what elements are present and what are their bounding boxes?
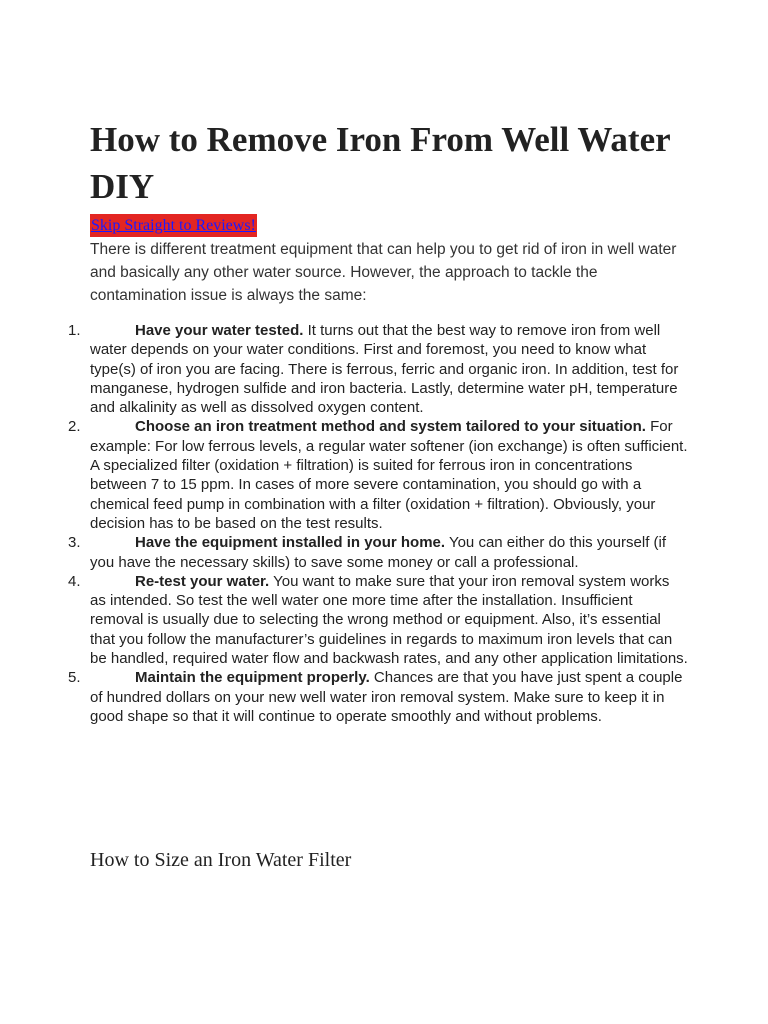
step-item-2 — [0, 417, 688, 533]
step-heading: Maintain the equipment properly. — [135, 669, 370, 687]
step-number: 1. — [68, 322, 81, 339]
step-item-4 — [0, 572, 688, 668]
skip-to-reviews-link[interactable]: Skip Straight to Reviews! — [90, 214, 257, 237]
step-body: Chances are that you have just spent a couple of hundred dollars on your new well water iron removal system. Make sure to keep it in good shape so that it will continue to operate smoothly and without problems. — [90, 669, 683, 725]
step-item-3 — [0, 533, 688, 572]
step-body: You want to make sure that your iron removal system works as intended. So test the well water one more time after the installation. Insufficient removal is usually due to selecting the wrong method or equipment. Also, it’s essential that you follow the manufacturer’s guidelines in regards to maximum iron levels that can be handled, required water flow and backwash rates, and any other application limitations. — [90, 572, 688, 668]
step-heading: Have your water tested. — [135, 322, 304, 339]
step-number: 2. — [68, 418, 81, 436]
step-item-1 — [0, 321, 688, 417]
section-subheading: How to Size an Iron Water Filter — [90, 849, 352, 871]
step-heading: Re-test your water. — [135, 572, 270, 590]
step-number: 3. — [68, 534, 81, 552]
step-body: You can either do this yourself (if you have the necessary skills) to save some money or call a professional. — [90, 534, 667, 571]
step-number: 5. — [68, 669, 81, 687]
steps-list — [0, 321, 768, 726]
intro-paragraph: There is different treatment equipment that can help you to get rid of iron in well water and basically any other water source. However, the approach to tackle the contamination issue is always the same: — [90, 241, 677, 304]
step-body: For example: For low ferrous levels, a regular water softener (ion exchange) is often sufficient. A specialized filter (oxidation + filtration) is suited for ferrous iron in concentrations between 7 to 15 ppm. In cases of more severe contamination, you should go with a chemical feed pump in combination with a filter (oxidation + filtration). Obviously, your decision has to be based on the test results. — [90, 418, 688, 532]
step-heading: Have the equipment installed in your home. — [135, 534, 446, 552]
step-number: 4. — [68, 572, 81, 590]
step-heading: Choose an iron treatment method and system tailored to your situation. — [135, 418, 646, 436]
page-title: How to Remove Iron From Well Water DIY — [90, 120, 671, 206]
step-body: It turns out that the best way to remove iron from well water depends on your water conditions. First and foremost, you need to know what type(s) of iron you are facing. There is ferrous, ferric and organic iron. In addition, test for manganese, hydrogen sulfide and iron bacteria. Lastly, determine water pH, temperature and alkalinity as well as dissolved oxygen content. — [90, 322, 679, 417]
step-item-5 — [0, 668, 688, 726]
